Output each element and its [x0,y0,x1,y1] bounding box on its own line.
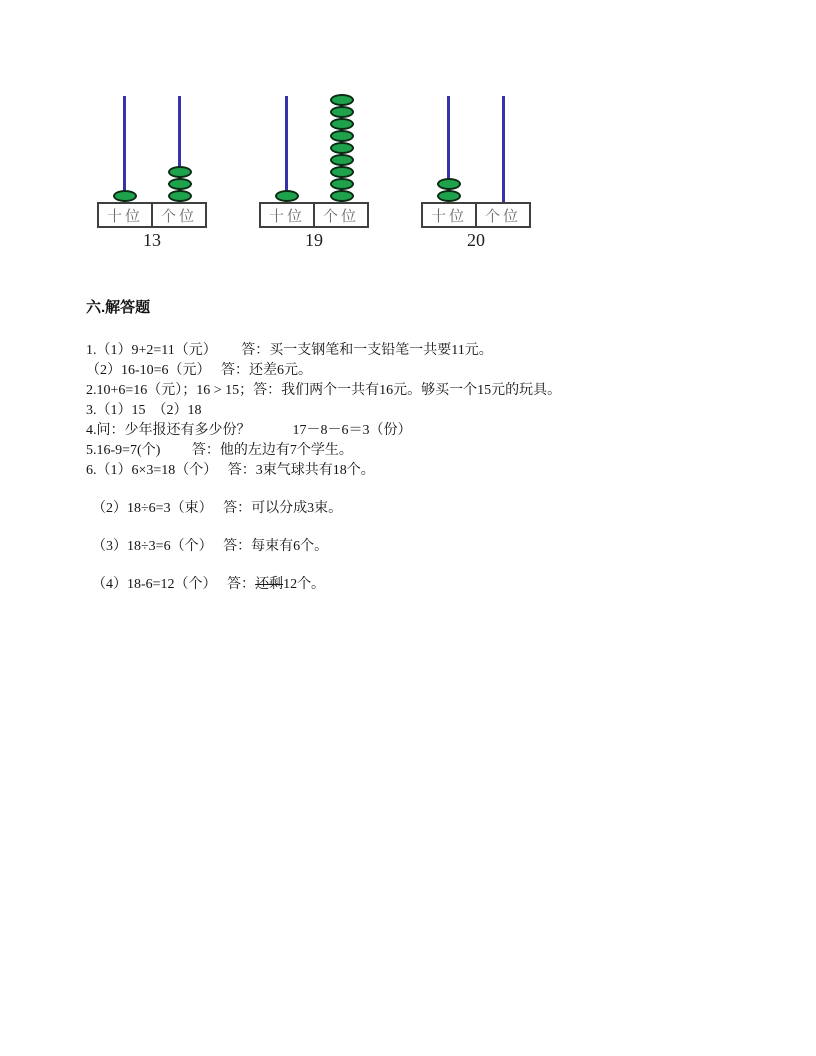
ones-bead [330,118,354,130]
ones-bead [168,190,192,202]
abacus-row [0,0,816,270]
place-label-ones: 个位 [151,204,205,226]
answer-line [86,461,766,481]
ones-bead [168,178,192,190]
tens-bead [113,190,137,202]
abacus-value: 19 [305,230,323,250]
place-label-tens: 十位 [430,208,467,225]
ones-bead [330,178,354,190]
answer-text: 6.（1）6×3=18（个） 答：3束气球共有18个。 [86,463,375,478]
abacus-value: 13 [143,230,161,250]
place-label-ones: 个位 [313,204,367,226]
answer-text: （4）18-6=12（个） 答： [92,577,256,592]
tens-rod [285,96,288,202]
tens-bead [275,190,299,202]
abacus-13 [97,96,207,256]
answer-line [86,421,766,441]
ones-bead [330,106,354,118]
tens-rod [123,96,126,202]
answer-line [86,441,766,461]
answer-text: 12个。 [283,577,326,592]
answer-line [86,381,766,401]
answer-text: 3.（1）15 （2）18 [86,403,202,418]
abacus-20 [421,96,531,256]
abacus-19 [259,96,369,256]
place-value-box [421,202,531,228]
place-label-tens: 十位 [268,208,305,225]
ones-rod [502,96,505,214]
answer-line [86,575,766,595]
place-value-box [97,202,207,228]
answer-text: 4.问：少年报还有多少份？ 17－8－6＝3（份） [86,423,412,438]
ones-bead [330,142,354,154]
answer-text: （3）18÷3=6（个） 答：每束有6个。 [92,539,329,554]
answer-line [86,499,766,519]
tens-bead [437,190,461,202]
ones-bead [330,166,354,178]
answer-line [86,537,766,557]
answer-line [86,361,766,381]
ones-bead [330,190,354,202]
answer-line [86,401,766,421]
place-label-tens: 十位 [106,208,143,225]
answer-line [86,341,766,361]
place-value-box [259,202,369,228]
answer-text: （2）18÷6=3（束） 答：可以分成3束。 [92,501,343,516]
section-heading: 六.解答题 [86,299,151,316]
ones-bead [168,166,192,178]
ones-bead [330,154,354,166]
answer-text: （2）16-10=6（元） 答：还差6元。 [86,363,313,378]
answer-text: 1.（1）9+2=11（元） 答：买一支钢笔和一支铅笔一共要11元。 [86,343,493,358]
answer-lines [86,341,766,595]
tens-bead [437,178,461,190]
answer-text: 5.16-9=7(个) 答：他的左边有7个学生。 [86,443,353,458]
abacus-value: 20 [467,230,485,250]
place-label-ones: 个位 [475,204,529,226]
ones-bead [330,94,354,106]
struck-text: 还剩 [255,577,284,592]
answer-text: 2.10+6=16（元）；16 > 15；答：我们两个一共有16元。够买一个15元的玩具。 [86,383,562,398]
ones-bead [330,130,354,142]
